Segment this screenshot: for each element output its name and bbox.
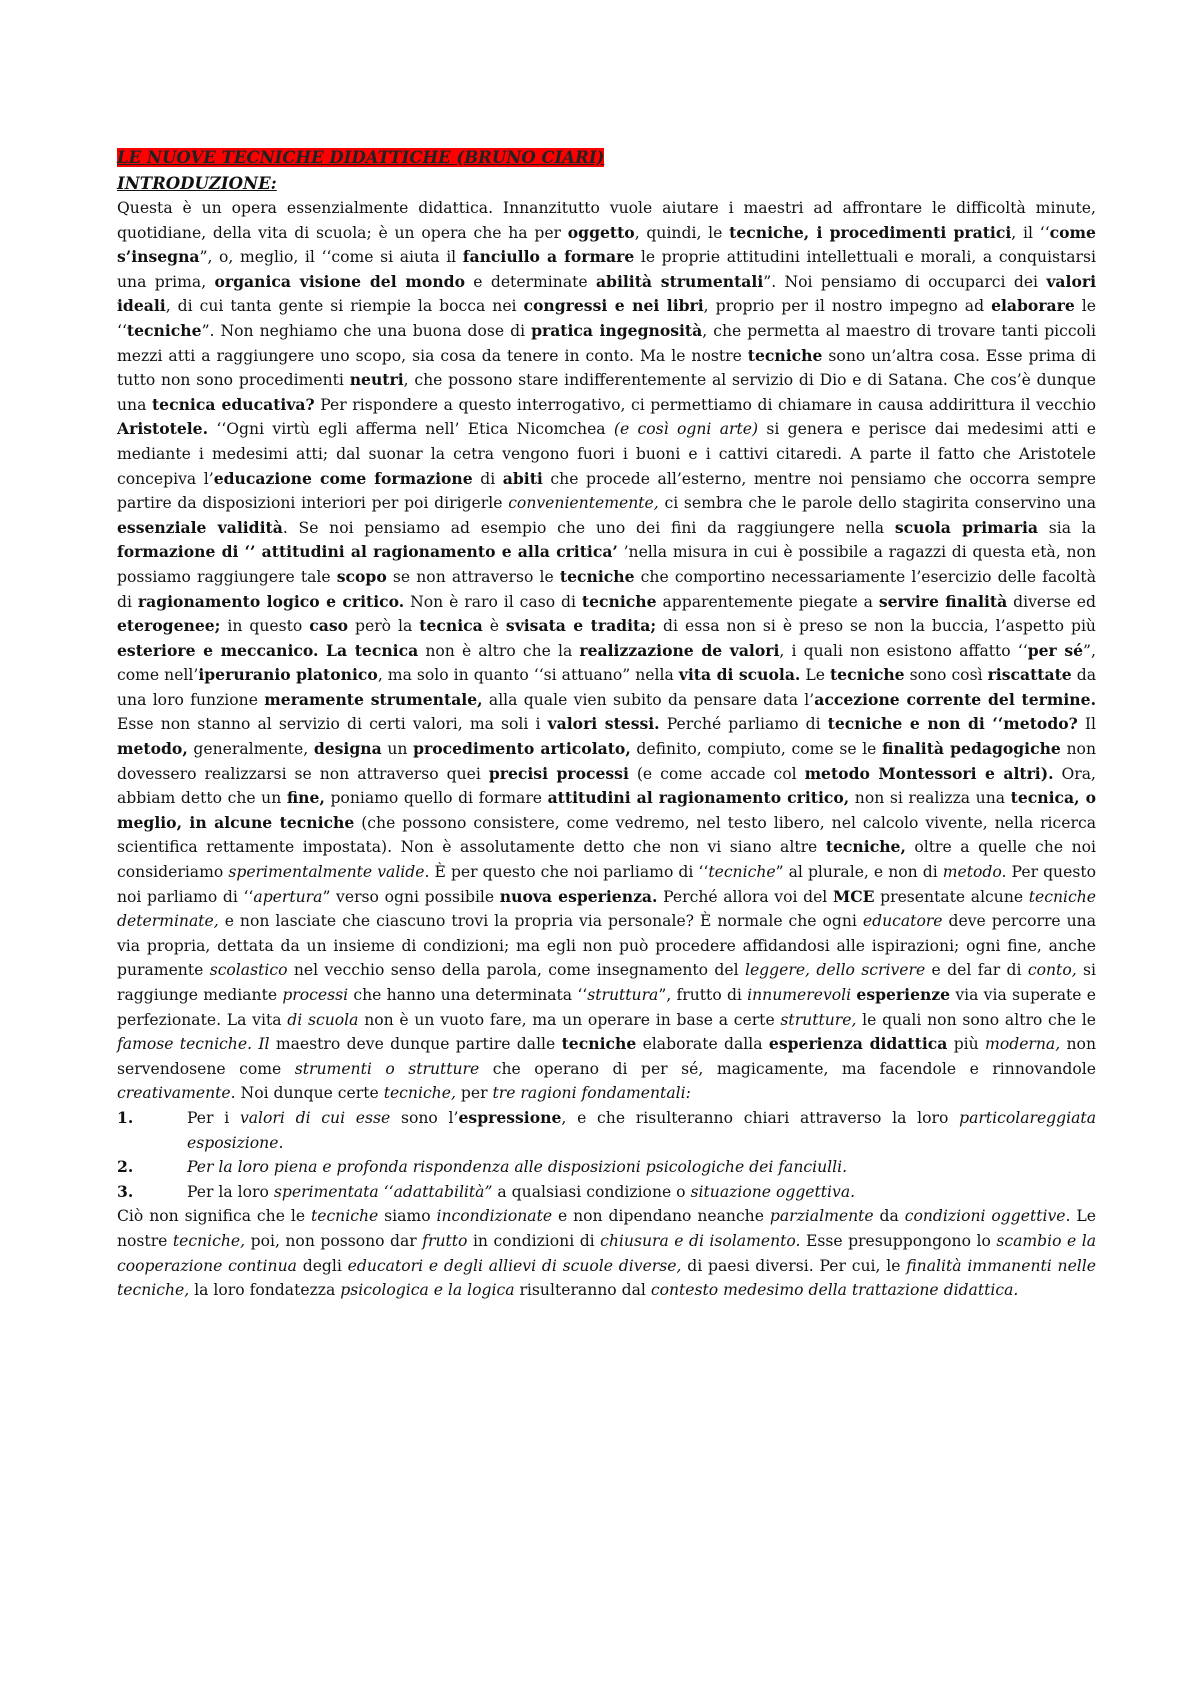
bold-text: tecnica, o meglio, in alcune tecniche xyxy=(117,788,1096,832)
text-run: Noi dunque certe xyxy=(235,1084,384,1103)
reason-text xyxy=(187,1106,1096,1155)
text-run: Il xyxy=(1077,715,1097,734)
text-run: Non è raro il caso di xyxy=(404,592,582,611)
text-run: di essa non si è preso se non la buccia, l’aspetto più xyxy=(656,617,1096,636)
italic-text: leggere, dello scrivere xyxy=(744,961,926,980)
reason-number: 2. xyxy=(117,1157,134,1177)
italic-text: condizioni oggettive. xyxy=(904,1207,1071,1226)
bold-text: attitudini al ragionamento critico, xyxy=(547,788,850,808)
italic-text: struttura xyxy=(587,986,659,1004)
text-run: sono un’altra cosa. Esse prima di tutto non sono procedimenti xyxy=(117,346,1096,390)
italic-text: innumerevoli xyxy=(747,986,852,1004)
text-run: maestro deve dunque partire dalle xyxy=(269,1035,562,1054)
italic-text: sperimentalmente valide. xyxy=(228,863,430,882)
bold-text: precisi processi xyxy=(488,763,629,783)
bold-text: valori ideali xyxy=(117,271,1096,316)
italic-text: famose tecniche. Il xyxy=(117,1035,270,1054)
text-run: , che permetta al maestro di trovare tanti piccoli mezzi atti a raggiungere uno scopo, sia cosa da tenere in conto. Ma le nostre xyxy=(117,321,1096,365)
text-run: , il ‘‘ xyxy=(1011,223,1050,242)
text-run: ”. Non neghiamo che una buona dose di xyxy=(201,321,532,340)
italic-text: incondizionate xyxy=(436,1207,553,1226)
text-run: di paesi diversi. Per cui, le xyxy=(681,1256,907,1275)
bold-text: scuola primaria xyxy=(894,517,1038,537)
title-line xyxy=(117,145,1096,171)
reason-item xyxy=(117,1155,1096,1180)
text-run: . Se noi pensiamo ad esempio che uno dei fini da raggiungere nella xyxy=(282,518,895,537)
bold-text: neutri xyxy=(349,370,404,390)
italic-text: chiusura e di isolamento. xyxy=(600,1231,801,1250)
text-run: da xyxy=(873,1207,905,1226)
bold-text: elaborare xyxy=(991,296,1075,316)
bold-text: per sé xyxy=(1027,640,1084,660)
italic-text: scolastico xyxy=(209,961,288,980)
text-run: (che possono consistere, come vedremo, nel testo libero, nel calcolo vivente, nella ricerca scientifica rettamente impostata). Non è assolutamente detto che non vi siano altre xyxy=(117,813,1096,857)
italic-text: valori di cui esse xyxy=(239,1108,391,1127)
bold-text: Aristotele. xyxy=(117,419,209,439)
bold-text: esperienze xyxy=(856,985,951,1004)
text-run: sia la xyxy=(1037,518,1097,537)
italic-text: finalità immanenti nelle tecniche, xyxy=(117,1256,1097,1300)
bold-text: pratica ingegnosità xyxy=(531,320,703,340)
text-run: ”. Noi pensiamo di occuparci dei xyxy=(763,272,1047,291)
bold-text: designa xyxy=(313,739,382,759)
italic-text: strutture, xyxy=(780,1010,857,1029)
closing-paragraph xyxy=(117,1204,1096,1302)
text-run: siamo xyxy=(378,1207,437,1226)
text-run: le quali non sono altro che le xyxy=(856,1010,1097,1029)
bold-text: servire finalità xyxy=(878,591,1008,611)
text-run: però la xyxy=(348,617,420,636)
text-run: per xyxy=(455,1084,493,1103)
italic-text: particolareggiata esposizione. xyxy=(187,1108,1096,1152)
text-run: ” al plurale, e non di xyxy=(775,863,943,882)
text-run: non servendosene come xyxy=(117,1035,1096,1078)
bold-text: educazione come formazione xyxy=(213,468,473,488)
bold-text: tecniche, i procedimenti pratici xyxy=(729,222,1012,242)
text-run: un xyxy=(381,740,414,759)
text-run: e del far di xyxy=(925,961,1028,980)
text-run: ” verso ogni possibile xyxy=(322,887,500,906)
bold-text: come s’insegna xyxy=(117,222,1096,267)
text-run: elaborate dalla xyxy=(636,1035,769,1054)
bold-text: tecniche xyxy=(559,566,635,586)
intro-paragraph xyxy=(117,196,1096,1106)
bold-text: esperienza didattica xyxy=(768,1034,948,1054)
text-run: apparentemente piegate a xyxy=(656,592,879,611)
italic-text: apertura xyxy=(253,887,323,906)
reason-text xyxy=(187,1180,1096,1205)
bold-text: tecniche xyxy=(561,1034,637,1054)
bold-text: tecniche xyxy=(747,345,823,365)
text-run: risulteranno dal xyxy=(514,1281,651,1300)
bold-text: MCE xyxy=(832,886,875,906)
text-run: da una loro funzione xyxy=(117,666,1097,709)
bold-text: fanciullo a formare xyxy=(462,247,635,267)
text-run: Ciò non significa che le xyxy=(117,1207,311,1226)
italic-text: strumenti o strutture xyxy=(294,1059,480,1078)
italic-text: moderna, xyxy=(985,1035,1061,1054)
text-run: , di cui tanta gente si riempie la bocca nei xyxy=(165,297,524,316)
bold-text: formazione di ‘’ attitudini al ragionamento e alla critica’ xyxy=(117,542,618,562)
italic-text: tecniche determinate, xyxy=(117,887,1097,931)
italic-text: educatori e degli allievi di scuole diverse, xyxy=(347,1256,682,1275)
text-run: , i quali non esistono affatto ‘‘ xyxy=(779,641,1028,660)
text-run: oltre a quelle che noi consideriamo xyxy=(117,838,1096,882)
text-run: Perché allora voi del xyxy=(657,887,833,906)
bold-text: metodo, xyxy=(117,739,188,759)
italic-text: educatore xyxy=(862,912,943,931)
italic-text: processi xyxy=(282,986,349,1004)
bold-text: tecnica xyxy=(419,616,483,636)
text-run: non è un vuoto fare, ma un operare in base a certe xyxy=(358,1010,781,1029)
bold-text: tecniche e non di ‘‘metodo? xyxy=(827,714,1078,734)
text-run: si genera e perisce dai medesimi atti e mediante i medesimi atti; dal suonar la cetra vengono fuori i buoni e i cattivi citaredi. A parte il fatto che Aristotele concepiva l’ xyxy=(117,420,1096,488)
bold-text: ragionamento logico e critico. xyxy=(137,591,405,611)
text-run: Questa è un opera essenzialmente didattica. Innanzitutto vuole aiutare i maestri ad affrontare le difficoltà minute, quotidiane, della vita di scuola; è un opera che ha per xyxy=(117,199,1096,242)
bold-text: metodo Montessori e altri). xyxy=(804,763,1054,783)
bold-text: riscattate xyxy=(987,665,1072,685)
bold-text: congressi e nei libri xyxy=(523,296,704,316)
text-run: , che possono stare indifferentemente al servizio di Dio e di Satana. Che cos’è dunque una xyxy=(117,371,1096,414)
bold-text: procedimento articolato, xyxy=(413,739,631,759)
text-run: Per rispondere a questo interrogativo, ci permettiamo di chiamare in causa addirittura il vecchio xyxy=(314,395,1097,414)
section-heading: INTRODUZIONE: xyxy=(117,174,277,193)
text-run: Esse non stanno al servizio di certi valori, ma soli i xyxy=(117,715,548,734)
italic-text: (e così ogni arte) xyxy=(613,420,759,439)
text-run: ’nella misura in cui è possibile a ragazzi di questa età, non possiamo raggiungere tale xyxy=(117,543,1096,586)
text-run: che comportino necessariamente l’esercizio delle facoltà di xyxy=(117,567,1096,611)
bold-text: svisata e tradita; xyxy=(505,616,657,636)
text-run: Le xyxy=(800,666,830,685)
reason-item xyxy=(117,1180,1096,1205)
reason-number: 1. xyxy=(117,1107,134,1127)
bold-text: abilità strumentali xyxy=(595,271,764,291)
text-run: che hanno una determinata ‘‘ xyxy=(348,986,588,1004)
document-page xyxy=(117,145,1096,1303)
text-run: (e come accade col xyxy=(628,764,805,783)
bold-text: scopo xyxy=(336,566,387,586)
bold-text: tecniche xyxy=(581,591,657,611)
bold-text: realizzazione de valori xyxy=(579,640,780,660)
text-run: sono così xyxy=(904,666,988,685)
bold-text: vita di scuola. xyxy=(678,665,801,685)
text-run: ”, frutto di xyxy=(658,986,748,1004)
italic-text: creativamente. xyxy=(117,1084,236,1103)
italic-text: convenientemente, xyxy=(508,494,659,513)
text-run: definito, compiuto, come se le xyxy=(630,740,883,759)
italic-text: scambio e la cooperazione continua xyxy=(117,1231,1096,1275)
text-run: , ma solo in quanto ‘‘si attuano” nella xyxy=(377,666,679,685)
text-run: ci sembra che le parole dello stagirita conservino una xyxy=(658,494,1096,513)
italic-text: di scuola xyxy=(287,1010,359,1029)
text-run: e non lasciate che ciascuno trovi la propria via personale? È normale che ogni xyxy=(218,912,863,931)
text-run: a qualsiasi condizione o xyxy=(492,1182,691,1201)
bold-text: tecniche xyxy=(829,665,905,685)
reason-item xyxy=(117,1106,1096,1155)
text-run: di xyxy=(472,469,503,488)
bold-text: organica visione del mondo xyxy=(214,271,465,291)
text-run: degli xyxy=(296,1256,348,1275)
text-run: non si realizza una xyxy=(849,789,1011,808)
bold-text: meramente strumentale, xyxy=(264,689,483,709)
text-run: è xyxy=(482,617,506,636)
text-run: in questo xyxy=(220,617,310,636)
reason-text xyxy=(187,1155,1096,1180)
text-run: poi, non possono dar xyxy=(245,1231,423,1250)
italic-text: tecniche xyxy=(708,863,776,882)
italic-text: contesto medesimo della trattazione didattica. xyxy=(650,1281,1019,1300)
italic-text: frutto xyxy=(422,1231,468,1250)
text-run: Ora, abbiam detto che un xyxy=(117,764,1097,808)
text-run: , proprio per il nostro impegno ad xyxy=(703,297,992,316)
bold-text: espressione xyxy=(458,1107,562,1127)
italic-text: metodo. xyxy=(942,863,1007,882)
bold-text: nuova esperienza. xyxy=(499,886,658,906)
text-run: e non dipendano neanche xyxy=(552,1207,770,1226)
text-run: Perché parliamo di xyxy=(659,715,828,734)
bold-text: accezione corrente del termine. xyxy=(814,689,1096,709)
italic-text: tecniche, xyxy=(383,1084,456,1103)
text-run: le proprie attitudini intellettuali e morali, a conquistarsi una prima, xyxy=(117,248,1096,291)
bold-text: caso xyxy=(309,616,349,636)
text-run: non dovessero realizzarsi se non attraverso quei xyxy=(117,740,1096,783)
italic-text: situazione oggettiva. xyxy=(690,1182,856,1201)
italic-text: tre ragioni fondamentali: xyxy=(492,1084,691,1103)
bold-text: eterogenee; xyxy=(117,616,221,636)
text-run: deve percorre una via propria, dettata da un insieme di condizioni; ma egli non può procedere affidandosi alle ispirazioni; ogni fine, anche puramente xyxy=(117,912,1096,980)
text-run: più xyxy=(947,1035,986,1054)
text-run: Per i xyxy=(187,1108,240,1127)
text-run: Le nostre xyxy=(117,1207,1096,1250)
bold-text: tecnica educativa? xyxy=(151,394,315,414)
text-run: , e che risulteranno chiari attraverso la loro xyxy=(561,1108,960,1127)
text-run: alla quale vien subito da pensare data l’ xyxy=(482,690,815,709)
text-run: le ‘‘ xyxy=(117,297,1096,340)
text-run: Per questo noi parliamo di ‘‘ xyxy=(117,863,1096,906)
reasons-list xyxy=(117,1106,1096,1204)
text-run: la loro fondatezza xyxy=(189,1281,341,1300)
bold-text: finalità pedagogiche xyxy=(882,739,1061,759)
text-run: sono l’ xyxy=(390,1108,459,1127)
bold-text: tecniche xyxy=(126,320,202,340)
text-run: poniamo quello di formare xyxy=(324,789,548,808)
bold-text: essenziale validità xyxy=(117,517,283,537)
italic-text: Per la loro piena e profonda rispondenza alle disposizioni psicologiche dei fanciulli. xyxy=(187,1158,848,1177)
text-run: diverse ed xyxy=(1007,592,1096,611)
text-run: presentate alcune xyxy=(874,887,1029,906)
text-run: via via superate e perfezionate. La vita xyxy=(117,986,1096,1029)
text-run: in condizioni di xyxy=(467,1231,601,1250)
italic-text: tecniche, xyxy=(172,1231,246,1250)
bold-text: oggetto xyxy=(567,222,635,242)
text-run: ”, come nell’ xyxy=(117,641,1096,685)
text-run: se non attraverso le xyxy=(386,567,560,586)
text-run: e determinate xyxy=(464,272,596,291)
text-run: Esse presuppongono lo xyxy=(800,1231,997,1250)
text-run: È per questo che noi parliamo di ‘‘ xyxy=(429,863,709,882)
text-run: Per la loro xyxy=(187,1182,274,1201)
bold-text: tecniche, xyxy=(825,837,906,857)
text-run: ”, o, meglio, il ‘‘come si aiuta il xyxy=(199,248,463,267)
bold-text: iperuranio platonico xyxy=(198,665,378,685)
bold-text: esteriore e meccanico. La tecnica xyxy=(117,640,419,660)
italic-text: sperimentata ‘‘adattabilità” xyxy=(273,1182,493,1201)
bold-text: abiti xyxy=(502,468,543,488)
text-run: ‘‘Ogni virtù egli afferma nell’ Etica Nicomchea xyxy=(208,420,614,439)
italic-text: parzialmente xyxy=(769,1207,874,1226)
text-run: che procede all’esterno, mentre noi pensiamo che occorra sempre partire da disposizioni interiori per poi dirigerle xyxy=(117,469,1097,513)
reason-number: 3. xyxy=(117,1181,134,1201)
text-run: si raggiunge mediante xyxy=(117,961,1097,1004)
italic-text: psicologica e la logica xyxy=(340,1281,515,1300)
italic-text: tecniche xyxy=(310,1207,379,1226)
italic-text: conto, xyxy=(1027,961,1077,980)
text-run: che operano di per sé, magicamente, ma facendole e rinnovandole xyxy=(479,1059,1096,1078)
bold-text: fine, xyxy=(286,788,325,808)
text-run: nel vecchio senso della parola, come insegnamento del xyxy=(287,961,745,980)
text-run: non è altro che la xyxy=(418,641,580,660)
bold-text: valori stessi. xyxy=(547,714,660,734)
text-run: , quindi, le xyxy=(634,223,730,242)
document-title: LE NUOVE TECNICHE DIDATTICHE (BRUNO CIARI) xyxy=(117,148,605,167)
text-run: generalmente, xyxy=(187,740,314,759)
